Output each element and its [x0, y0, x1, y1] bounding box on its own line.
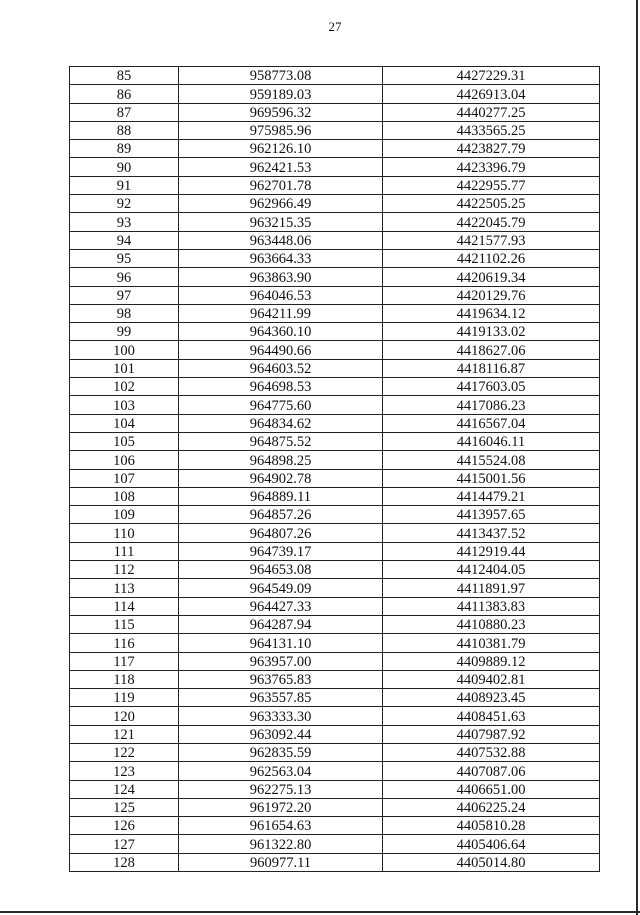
- y-coordinate-cell: 4413437.52: [383, 524, 600, 542]
- x-coordinate-cell: 964287.94: [179, 615, 383, 633]
- y-coordinate-cell: 4426913.04: [383, 85, 600, 103]
- y-coordinate-cell: 4412404.05: [383, 561, 600, 579]
- x-coordinate-cell: 964902.78: [179, 469, 383, 487]
- table-row: [70, 213, 600, 231]
- point-number-cell: 100: [70, 341, 179, 359]
- table-row: [70, 451, 600, 469]
- x-coordinate-cell: 964834.62: [179, 414, 383, 432]
- x-coordinate-cell: 961322.80: [179, 835, 383, 853]
- x-coordinate-cell: 964898.25: [179, 451, 383, 469]
- table-row: [70, 195, 600, 213]
- x-coordinate-cell: 964739.17: [179, 542, 383, 560]
- y-coordinate-cell: 4411383.83: [383, 597, 600, 615]
- point-number-cell: 109: [70, 506, 179, 524]
- y-coordinate-cell: 4411891.97: [383, 579, 600, 597]
- x-coordinate-cell: 960977.11: [179, 853, 383, 871]
- point-number-cell: 96: [70, 268, 179, 286]
- table-row: [70, 121, 600, 139]
- x-coordinate-cell: 959189.03: [179, 85, 383, 103]
- y-coordinate-cell: 4407532.88: [383, 743, 600, 761]
- y-coordinate-cell: 4418627.06: [383, 341, 600, 359]
- x-coordinate-cell: 964857.26: [179, 506, 383, 524]
- x-coordinate-cell: 964698.53: [179, 378, 383, 396]
- x-coordinate-cell: 964131.10: [179, 634, 383, 652]
- y-coordinate-cell: 4413957.65: [383, 506, 600, 524]
- point-number-cell: 128: [70, 853, 179, 871]
- table-row: [70, 286, 600, 304]
- point-number-cell: 113: [70, 579, 179, 597]
- y-coordinate-cell: 4420619.34: [383, 268, 600, 286]
- point-number-cell: 119: [70, 689, 179, 707]
- point-number-cell: 99: [70, 323, 179, 341]
- y-coordinate-cell: 4409402.81: [383, 670, 600, 688]
- x-coordinate-cell: 962966.49: [179, 195, 383, 213]
- page-edge-bottom: [0, 911, 640, 913]
- table-row: [70, 176, 600, 194]
- point-number-cell: 105: [70, 432, 179, 450]
- x-coordinate-cell: 964807.26: [179, 524, 383, 542]
- point-number-cell: 117: [70, 652, 179, 670]
- table-row: [70, 231, 600, 249]
- y-coordinate-cell: 4416567.04: [383, 414, 600, 432]
- table-row: [70, 268, 600, 286]
- point-number-cell: 111: [70, 542, 179, 560]
- x-coordinate-cell: 964490.66: [179, 341, 383, 359]
- y-coordinate-cell: 4406651.00: [383, 780, 600, 798]
- point-number-cell: 120: [70, 707, 179, 725]
- x-coordinate-cell: 962701.78: [179, 176, 383, 194]
- table-row: [70, 835, 600, 853]
- x-coordinate-cell: 961654.63: [179, 817, 383, 835]
- point-number-cell: 95: [70, 249, 179, 267]
- x-coordinate-cell: 962126.10: [179, 140, 383, 158]
- x-coordinate-cell: 962835.59: [179, 743, 383, 761]
- x-coordinate-cell: 975985.96: [179, 121, 383, 139]
- x-coordinate-cell: 964889.11: [179, 487, 383, 505]
- point-number-cell: 93: [70, 213, 179, 231]
- x-coordinate-cell: 962275.13: [179, 780, 383, 798]
- point-number-cell: 85: [70, 67, 179, 85]
- table-row: [70, 853, 600, 871]
- y-coordinate-cell: 4418116.87: [383, 359, 600, 377]
- point-number-cell: 98: [70, 304, 179, 322]
- x-coordinate-cell: 958773.08: [179, 67, 383, 85]
- table-row: [70, 743, 600, 761]
- y-coordinate-cell: 4423827.79: [383, 140, 600, 158]
- table-row: [70, 597, 600, 615]
- point-number-cell: 121: [70, 725, 179, 743]
- x-coordinate-cell: 964875.52: [179, 432, 383, 450]
- table-row: [70, 762, 600, 780]
- point-number-cell: 102: [70, 378, 179, 396]
- point-number-cell: 108: [70, 487, 179, 505]
- point-number-cell: 115: [70, 615, 179, 633]
- table-row: [70, 67, 600, 85]
- y-coordinate-cell: 4421102.26: [383, 249, 600, 267]
- x-coordinate-cell: 962421.53: [179, 158, 383, 176]
- y-coordinate-cell: 4412919.44: [383, 542, 600, 560]
- table-row: [70, 249, 600, 267]
- y-coordinate-cell: 4427229.31: [383, 67, 600, 85]
- page-edge-right: [636, 0, 638, 915]
- x-coordinate-cell: 964549.09: [179, 579, 383, 597]
- point-number-cell: 89: [70, 140, 179, 158]
- y-coordinate-cell: 4414479.21: [383, 487, 600, 505]
- x-coordinate-cell: 963557.85: [179, 689, 383, 707]
- y-coordinate-cell: 4406225.24: [383, 798, 600, 816]
- point-number-cell: 101: [70, 359, 179, 377]
- table-row: [70, 670, 600, 688]
- table-row: [70, 780, 600, 798]
- table-row: [70, 158, 600, 176]
- y-coordinate-cell: 4405810.28: [383, 817, 600, 835]
- y-coordinate-cell: 4423396.79: [383, 158, 600, 176]
- point-number-cell: 91: [70, 176, 179, 194]
- x-coordinate-cell: 963664.33: [179, 249, 383, 267]
- page-number: 27: [328, 19, 342, 34]
- y-coordinate-cell: 4407087.06: [383, 762, 600, 780]
- x-coordinate-cell: 963765.83: [179, 670, 383, 688]
- point-number-cell: 125: [70, 798, 179, 816]
- y-coordinate-cell: 4415524.08: [383, 451, 600, 469]
- y-coordinate-cell: 4416046.11: [383, 432, 600, 450]
- table-row: [70, 524, 600, 542]
- table-row: [70, 85, 600, 103]
- x-coordinate-cell: 963215.35: [179, 213, 383, 231]
- point-number-cell: 118: [70, 670, 179, 688]
- x-coordinate-cell: 964653.08: [179, 561, 383, 579]
- x-coordinate-cell: 962563.04: [179, 762, 383, 780]
- coordinates-table-body: [70, 67, 600, 872]
- point-number-cell: 123: [70, 762, 179, 780]
- y-coordinate-cell: 4408451.63: [383, 707, 600, 725]
- table-row: [70, 432, 600, 450]
- y-coordinate-cell: 4407987.92: [383, 725, 600, 743]
- x-coordinate-cell: 961972.20: [179, 798, 383, 816]
- y-coordinate-cell: 4405406.64: [383, 835, 600, 853]
- point-number-cell: 116: [70, 634, 179, 652]
- table-row: [70, 798, 600, 816]
- point-number-cell: 103: [70, 396, 179, 414]
- point-number-cell: 94: [70, 231, 179, 249]
- point-number-cell: 86: [70, 85, 179, 103]
- y-coordinate-cell: 4410880.23: [383, 615, 600, 633]
- x-coordinate-cell: 964211.99: [179, 304, 383, 322]
- point-number-cell: 124: [70, 780, 179, 798]
- y-coordinate-cell: 4422955.77: [383, 176, 600, 194]
- y-coordinate-cell: 4419133.02: [383, 323, 600, 341]
- x-coordinate-cell: 964427.33: [179, 597, 383, 615]
- x-coordinate-cell: 964360.10: [179, 323, 383, 341]
- table-row: [70, 579, 600, 597]
- table-row: [70, 725, 600, 743]
- y-coordinate-cell: 4420129.76: [383, 286, 600, 304]
- x-coordinate-cell: 964603.52: [179, 359, 383, 377]
- table-row: [70, 506, 600, 524]
- point-number-cell: 126: [70, 817, 179, 835]
- x-coordinate-cell: 963863.90: [179, 268, 383, 286]
- point-number-cell: 104: [70, 414, 179, 432]
- y-coordinate-cell: 4422505.25: [383, 195, 600, 213]
- y-coordinate-cell: 4409889.12: [383, 652, 600, 670]
- table-row: [70, 542, 600, 560]
- table-row: [70, 615, 600, 633]
- y-coordinate-cell: 4440277.25: [383, 103, 600, 121]
- y-coordinate-cell: 4417603.05: [383, 378, 600, 396]
- table-row: [70, 652, 600, 670]
- x-coordinate-cell: 969596.32: [179, 103, 383, 121]
- table-row: [70, 304, 600, 322]
- table-row: [70, 323, 600, 341]
- x-coordinate-cell: 963333.30: [179, 707, 383, 725]
- table-row: [70, 396, 600, 414]
- table-row: [70, 561, 600, 579]
- y-coordinate-cell: 4415001.56: [383, 469, 600, 487]
- x-coordinate-cell: 964775.60: [179, 396, 383, 414]
- y-coordinate-cell: 4410381.79: [383, 634, 600, 652]
- table-row: [70, 103, 600, 121]
- point-number-cell: 106: [70, 451, 179, 469]
- table-row: [70, 634, 600, 652]
- point-number-cell: 110: [70, 524, 179, 542]
- x-coordinate-cell: 964046.53: [179, 286, 383, 304]
- table-row: [70, 414, 600, 432]
- point-number-cell: 127: [70, 835, 179, 853]
- coordinates-table: [69, 66, 600, 872]
- table-row: [70, 817, 600, 835]
- table-row: [70, 689, 600, 707]
- point-number-cell: 87: [70, 103, 179, 121]
- point-number-cell: 107: [70, 469, 179, 487]
- point-number-cell: 112: [70, 561, 179, 579]
- y-coordinate-cell: 4419634.12: [383, 304, 600, 322]
- point-number-cell: 122: [70, 743, 179, 761]
- table-row: [70, 140, 600, 158]
- y-coordinate-cell: 4417086.23: [383, 396, 600, 414]
- x-coordinate-cell: 963448.06: [179, 231, 383, 249]
- y-coordinate-cell: 4422045.79: [383, 213, 600, 231]
- table-row: [70, 359, 600, 377]
- table-row: [70, 341, 600, 359]
- y-coordinate-cell: 4421577.93: [383, 231, 600, 249]
- table-row: [70, 707, 600, 725]
- y-coordinate-cell: 4408923.45: [383, 689, 600, 707]
- y-coordinate-cell: 4405014.80: [383, 853, 600, 871]
- table-row: [70, 487, 600, 505]
- point-number-cell: 97: [70, 286, 179, 304]
- point-number-cell: 114: [70, 597, 179, 615]
- y-coordinate-cell: 4433565.25: [383, 121, 600, 139]
- x-coordinate-cell: 963957.00: [179, 652, 383, 670]
- point-number-cell: 90: [70, 158, 179, 176]
- point-number-cell: 88: [70, 121, 179, 139]
- table-row: [70, 469, 600, 487]
- point-number-cell: 92: [70, 195, 179, 213]
- table-row: [70, 378, 600, 396]
- x-coordinate-cell: 963092.44: [179, 725, 383, 743]
